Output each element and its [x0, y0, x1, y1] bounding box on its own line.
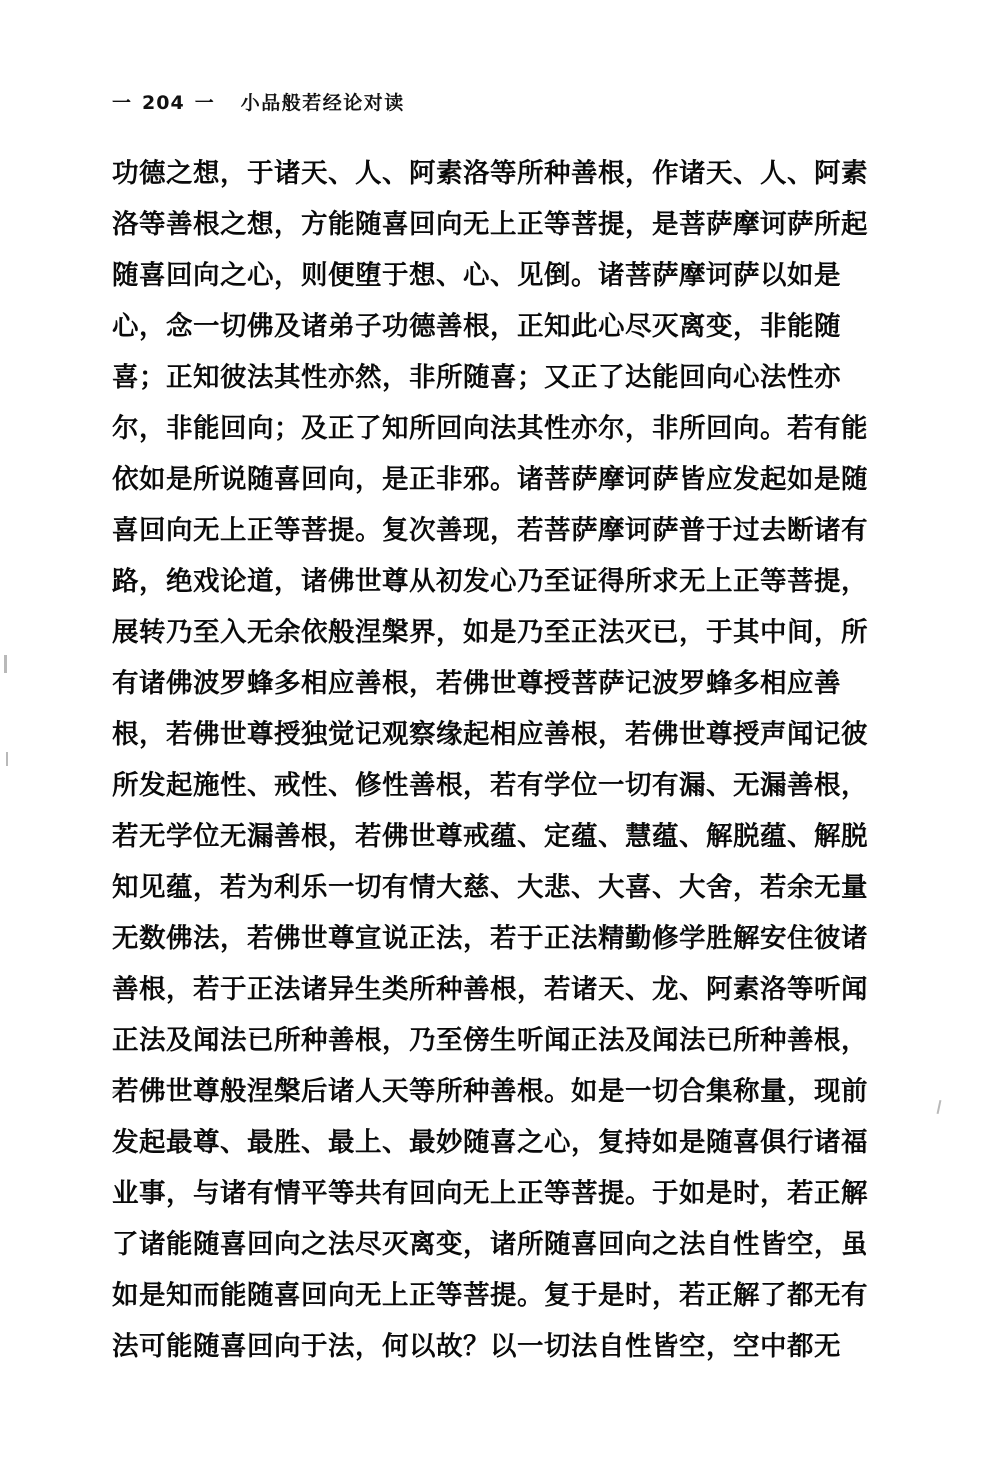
text-line: 洛等善根之想，方能随喜回向无上正等菩提，是菩萨摩诃萨所起: [112, 209, 868, 240]
folio-dash-left: 一: [112, 92, 133, 114]
text-line: 善根，若于正法诸异生类所种善根，若诸天、龙、阿素洛等听闻: [112, 974, 868, 1005]
text-line: 所发起施性、戒性、修性善根，若有学位一切有漏、无漏善根，: [112, 770, 868, 801]
text-line: 功德之想，于诸天、人、阿素洛等所种善根，作诸天、人、阿素: [112, 158, 868, 189]
text-line: 如是知而能随喜回向无上正等菩提。复于是时，若正解了都无有: [112, 1280, 868, 1311]
scan-artifact: [4, 655, 7, 673]
body-text-block: [112, 148, 876, 1372]
text-line: 尔，非能回向；及正了知所回向法其性亦尔，非所回向。若有能: [112, 413, 868, 444]
folio-dash-right: 一: [194, 92, 215, 114]
running-title: 小品般若经论对读: [240, 92, 405, 114]
text-line: 路，绝戏论道，诸佛世尊从初发心乃至证得所求无上正等菩提，: [112, 566, 868, 597]
text-line: 无数佛法，若佛世尊宣说正法，若于正法精勤修学胜解安住彼诸: [112, 923, 868, 954]
page-number: 204: [142, 92, 185, 114]
text-line: 有诸佛波罗蜂多相应善根，若佛世尊授菩萨记波罗蜂多相应善: [112, 668, 841, 699]
text-line: 心，念一切佛及诸弟子功德善根，正知此心尽灭离变，非能随: [112, 311, 841, 342]
page-header: [112, 88, 405, 115]
text-line: 展转乃至入无余依般涅槃界，如是乃至正法灭已，于其中间，所: [112, 617, 868, 648]
text-line: 法可能随喜回向于法，何以故？以一切法自性皆空，空中都无: [112, 1331, 841, 1362]
text-line: 业事，与诸有情平等共有回向无上正等菩提。于如是时，若正解: [112, 1178, 868, 1209]
text-line: 正法及闻法已所种善根，乃至傍生听闻正法及闻法已所种善根，: [112, 1025, 868, 1056]
text-line: 若无学位无漏善根，若佛世尊戒蕴、定蕴、慧蕴、解脱蕴、解脱: [112, 821, 868, 852]
scan-artifact: [6, 752, 8, 766]
text-line: 发起最尊、最胜、最上、最妙随喜之心，复持如是随喜俱行诸福: [112, 1127, 868, 1158]
text-line: 根，若佛世尊授独觉记观察缘起相应善根，若佛世尊授声闻记彼: [112, 719, 868, 750]
text-line: 喜；正知彼法其性亦然，非所随喜；又正了达能回向心法性亦: [112, 362, 841, 393]
text-line: 依如是所说随喜回向，是正非邪。诸菩萨摩诃萨皆应发起如是随: [112, 464, 868, 495]
text-line: 了诸能随喜回向之法尽灭离变，诸所随喜回向之法自性皆空，虽: [112, 1229, 868, 1260]
text-line: 若佛世尊般涅槃后诸人天等所种善根。如是一切合集称量，现前: [112, 1076, 868, 1107]
text-line: 知见蕴，若为利乐一切有情大慈、大悲、大喜、大舍，若余无量: [112, 872, 868, 903]
text-line: 喜回向无上正等菩提。复次善现，若菩萨摩诃萨普于过去断诸有: [112, 515, 868, 546]
text-line: 随喜回向之心，则便堕于想、心、见倒。诸菩萨摩诃萨以如是: [112, 260, 841, 291]
scan-artifact: [937, 1100, 942, 1114]
